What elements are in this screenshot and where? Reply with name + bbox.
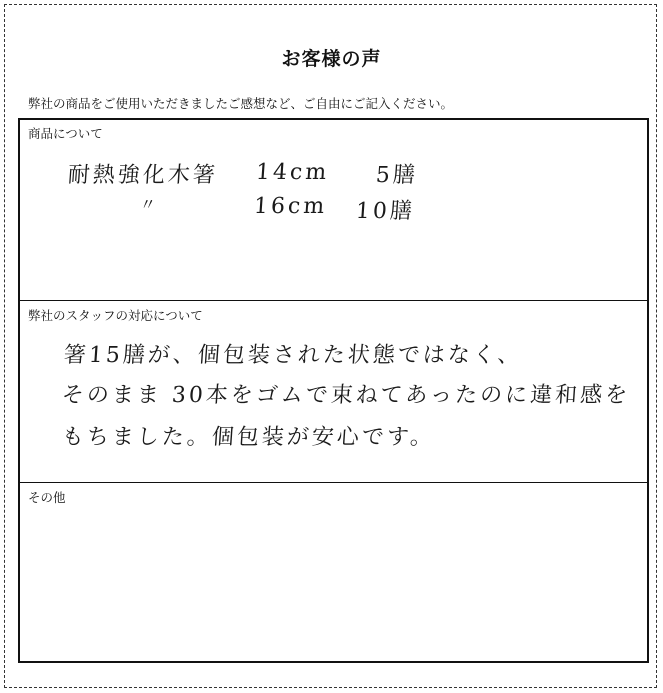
staff-comment-line: もちました。個包装が安心です。 bbox=[60, 425, 436, 450]
form-title: お客様の声 bbox=[281, 48, 382, 70]
product-section-label: 商品について bbox=[28, 126, 103, 141]
form-intro-text: 弊社の商品をご使用いただきましたご感想など、ご自由にご記入ください。 bbox=[28, 96, 454, 111]
product-line-1-size: 14cm bbox=[255, 160, 331, 185]
product-line-2-name: 〃 bbox=[139, 195, 160, 214]
section-divider bbox=[20, 300, 647, 301]
product-line-1-name: 耐熱強化木箸 bbox=[66, 163, 219, 188]
other-section-label: その他 bbox=[28, 490, 66, 505]
product-line-2-size: 16cm bbox=[253, 194, 329, 219]
section-divider bbox=[20, 482, 647, 483]
product-line-2-qty: 10膳 bbox=[354, 199, 416, 224]
product-line-1-qty: 5膳 bbox=[374, 163, 419, 188]
feedback-form-box bbox=[18, 118, 649, 663]
staff-comment-line: 箸15膳が、個包装された状態ではなく、 bbox=[62, 343, 524, 368]
staff-comment-line: そのまま 30本をゴムで束ねてあったのに違和感を bbox=[60, 383, 631, 408]
staff-section-label: 弊社のスタッフの対応について bbox=[28, 308, 203, 323]
